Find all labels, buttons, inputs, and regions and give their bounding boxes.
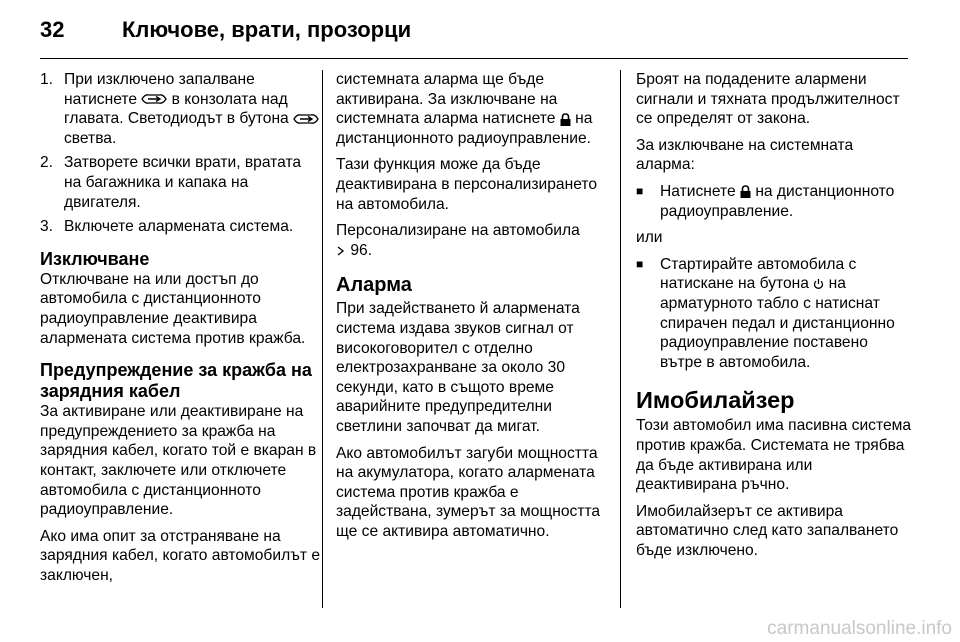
- page-reference-icon: [336, 245, 346, 257]
- step-number: 3.: [40, 218, 54, 236]
- ref-page[interactable]: 96.: [350, 241, 373, 259]
- personalization-ref: [336, 221, 608, 260]
- lock-icon: [740, 185, 751, 198]
- list-item: [636, 182, 912, 221]
- immobilizer-activation-text: Имобилайзерът се активира автоматично след като запалването бъде изключено.: [636, 502, 899, 559]
- step-text-part: в конзолата над главата. Светодиодът в бутона: [64, 90, 294, 128]
- column-divider: [620, 70, 621, 608]
- power-icon: [813, 278, 824, 290]
- steps-list: [40, 70, 322, 237]
- alarm-battery-text: Ако автомобилът загуби мощността на акумулатора, когато алармената система против кражба е задействана, зумерът за мощността ще се активира автоматично.: [336, 444, 601, 540]
- lock-icon: [560, 113, 571, 126]
- step-text: Затворете всички врати, вратата на багажника и капака на двигателя.: [64, 154, 302, 211]
- text-part: Натиснете: [660, 182, 740, 200]
- personalization-text: Тази функция може да бъде деактивирана в персонализирането на автомобила.: [336, 156, 598, 213]
- cable-theft-text: За активиране или деактивиране на предупреждението за кражба на зарядния кабел, когато той е вкаран в контакт, заключете или отключете автомобила с дистанционното радиоуправление.: [40, 403, 317, 519]
- list-item: [40, 217, 322, 237]
- cable-theft-heading: Предупреждение за кражба на зарядния кабел: [40, 360, 312, 402]
- text-part: на арматурното табло с натиснат спирачен педал и дистанционно радиоуправление поставено вътре в автомобила.: [660, 275, 895, 371]
- alarm-signals-text: Броят на подадените алармени сигнали и тяхната продължителност се определят от закона.: [636, 71, 900, 128]
- list-item: [40, 153, 322, 212]
- step-text-part: светва.: [64, 129, 117, 147]
- step-number: 2.: [40, 154, 54, 172]
- or-text: или: [636, 229, 663, 247]
- cable-theft-text-continued: Ако има опит за отстраняване на зарядния кабел, когато автомобилът е заключен,: [40, 527, 321, 584]
- text-part: на дистанционното радиоуправление.: [660, 182, 895, 220]
- column-3: [636, 70, 912, 567]
- column-divider: [322, 70, 323, 608]
- bullet-icon: ■: [636, 183, 644, 198]
- immobilizer-text: Този автомобил има пасивна система против кражба. Системата не трябва да бъде активирана или деактивирана ръчно.: [636, 417, 912, 494]
- text-part: Стартирайте автомобила с натискане на бутона: [660, 255, 857, 293]
- step-text: [64, 70, 322, 148]
- alarm-heading: Аларма: [336, 274, 412, 297]
- immobilizer-heading: Имобилайзер: [636, 387, 795, 414]
- ref-label: Персонализиране на автомобила: [336, 222, 580, 240]
- page-number: 32: [40, 17, 65, 42]
- text-part: на дистанционното радиоуправление.: [336, 110, 593, 147]
- disable-alarm-text: За изключване на системната аларма:: [636, 136, 854, 174]
- list-item: [40, 70, 322, 148]
- alarm-key-icon: [141, 93, 167, 105]
- deactivation-text: Отключване на или достъп до автомобила с дистанционното радиоуправление деактивира алармената система против кражба.: [40, 270, 306, 347]
- alarm-disable-text: [336, 70, 608, 148]
- bullet-text: [660, 182, 912, 221]
- column-2: [336, 70, 608, 548]
- alarm-key-icon: [293, 113, 319, 125]
- step-text: Включете алармената система.: [64, 218, 294, 236]
- chapter-title: Ключове, врати, прозорци: [122, 17, 412, 42]
- watermark-text: carmanualsonline.info: [767, 618, 952, 639]
- page-header: [0, 0, 960, 58]
- step-number: 1.: [40, 71, 54, 88]
- deactivation-heading: Изключване: [40, 248, 150, 269]
- list-item: [636, 255, 912, 373]
- bullet-icon: ■: [636, 256, 644, 271]
- text-part: системната аларма ще бъде активирана. За изключване на системната аларма натиснете: [336, 71, 560, 128]
- bullet-text: [660, 255, 912, 373]
- step-text-part: При изключено запалване натиснете: [64, 71, 255, 108]
- column-1: [40, 70, 322, 592]
- alarm-text: При задействането й алармената система издава звуков сигнал от високоговорител с отделно електрозахранване за около 30 секунди, като в същото време аварийните предупредителни светлини започват да мигат.: [336, 300, 580, 435]
- header-rule: [40, 58, 908, 59]
